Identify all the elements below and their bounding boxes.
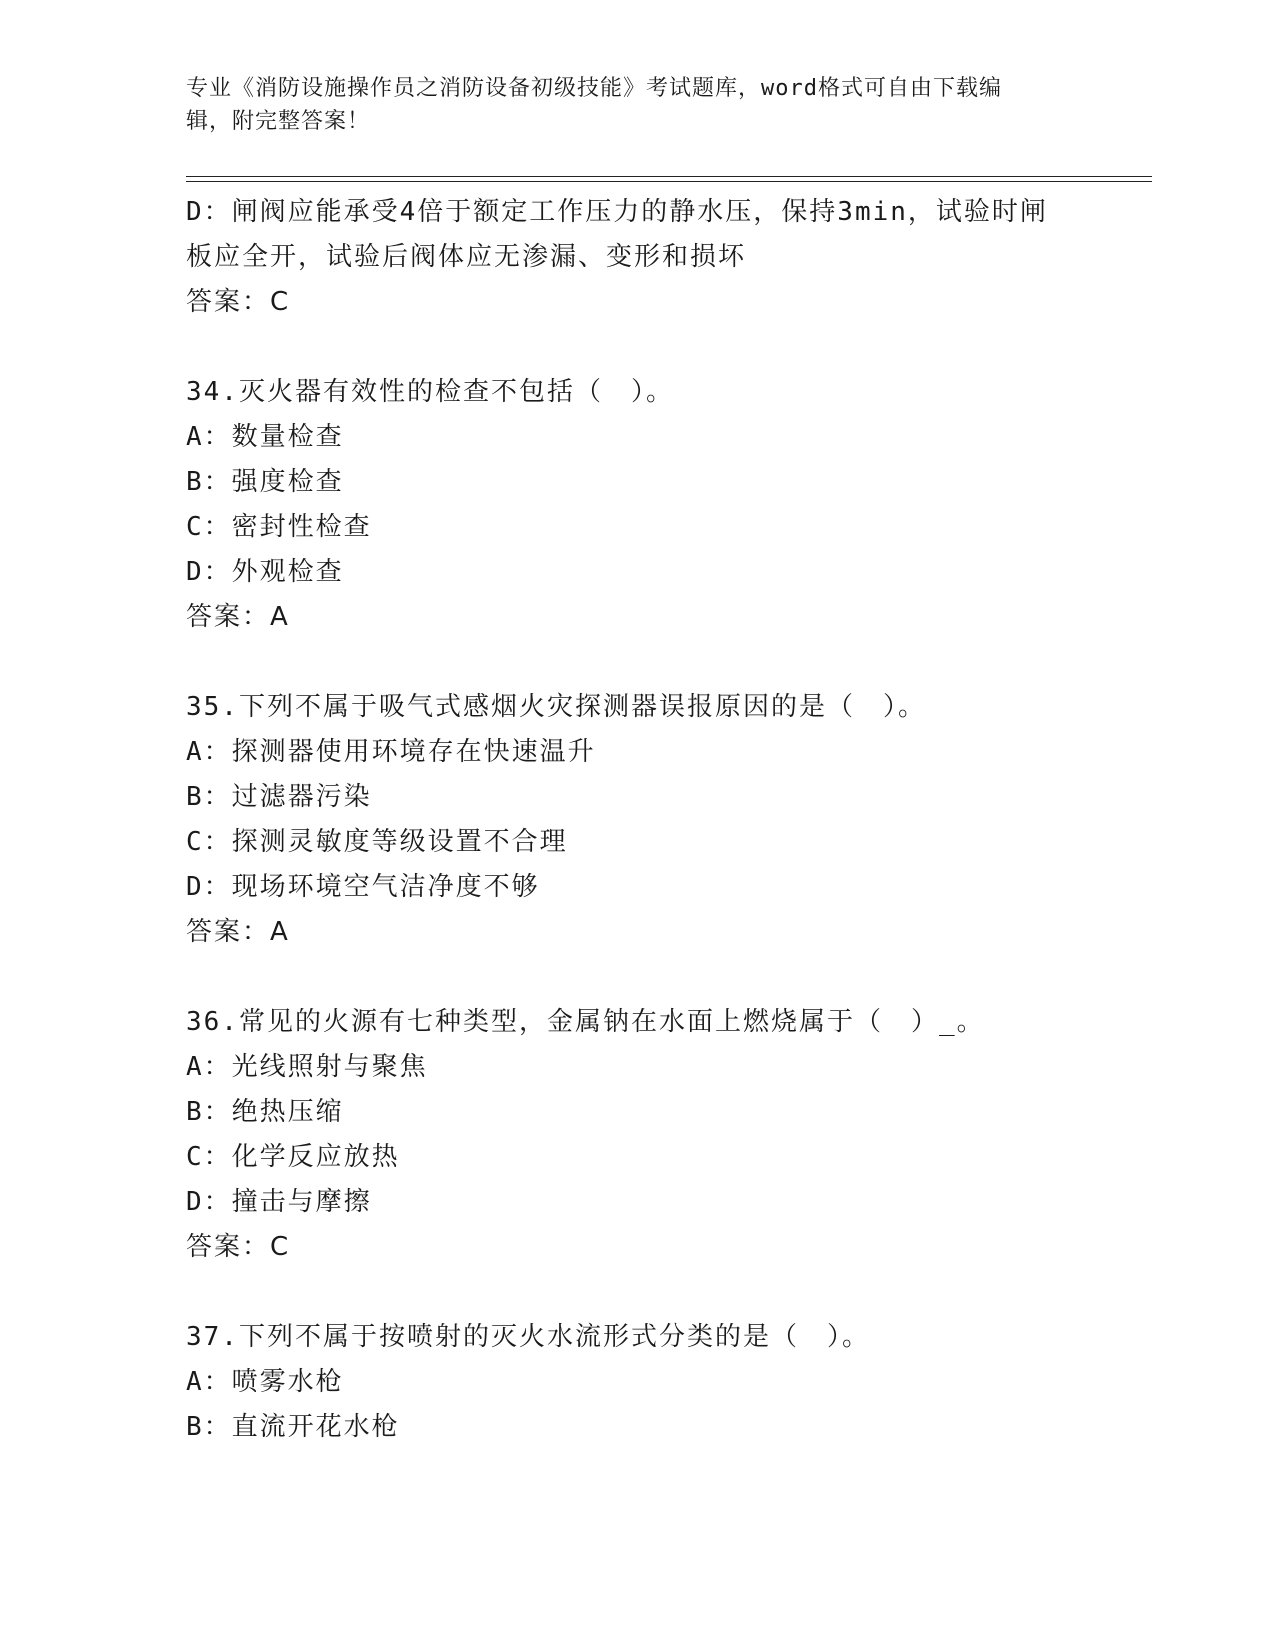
question-34 xyxy=(186,370,1086,640)
option-b: B：绝热压缩 xyxy=(186,1097,344,1127)
option-b: B：过滤器污染 xyxy=(186,782,372,812)
option-a: A：数量检查 xyxy=(186,422,344,452)
question-stem: 37.下列不属于按喷射的灭火水流形式分类的是（ ）。 xyxy=(186,1322,870,1352)
question-36 xyxy=(186,1000,1086,1270)
header-line-2: 辑，附完整答案！ xyxy=(186,109,371,134)
spacer xyxy=(186,325,1086,370)
option-c: C：探测灵敏度等级设置不合理 xyxy=(186,827,568,857)
answer-line: 答案：C xyxy=(186,287,291,317)
option-a: A：喷雾水枪 xyxy=(186,1367,344,1397)
answer-line: 答案：A xyxy=(186,602,290,632)
option-b: B：强度检查 xyxy=(186,467,344,497)
option-d-line-1: D：闸阀应能承受4倍于额定工作压力的静水压，保持3min，试验时闸 xyxy=(186,197,1048,227)
option-d: D：外观检查 xyxy=(186,557,344,587)
question-35 xyxy=(186,685,1086,955)
answer-line: 答案：A xyxy=(186,917,290,947)
question-stem: 34.灭火器有效性的检查不包括（ ）。 xyxy=(186,377,674,407)
header-line-1: 专业《消防设施操作员之消防设备初级技能》考试题库，word格式可自由下载编 xyxy=(186,76,1002,101)
option-a: A：光线照射与聚焦 xyxy=(186,1052,428,1082)
option-d-line-2: 板应全开，试验后阀体应无渗漏、变形和损坏 xyxy=(186,242,747,272)
spacer xyxy=(186,640,1086,685)
answer-line: 答案：C xyxy=(186,1232,291,1262)
question-stem: 36.常见的火源有七种类型，金属钠在水面上燃烧属于（ ）_。 xyxy=(186,1007,985,1037)
question-list xyxy=(186,190,1086,1450)
option-a: A：探测器使用环境存在快速温升 xyxy=(186,737,596,767)
spacer xyxy=(186,955,1086,1000)
question-37 xyxy=(186,1315,1086,1450)
spacer xyxy=(186,1270,1086,1315)
carry-over-question xyxy=(186,190,1086,325)
option-d: D：现场环境空气洁净度不够 xyxy=(186,872,540,902)
option-d: D：撞击与摩擦 xyxy=(186,1187,372,1217)
option-b: B：直流开花水枪 xyxy=(186,1412,400,1442)
header-divider-bottom xyxy=(186,181,1152,182)
document-header xyxy=(186,72,1066,138)
header-divider-top xyxy=(186,176,1152,177)
question-stem: 35.下列不属于吸气式感烟火灾探测器误报原因的是（ ）。 xyxy=(186,692,926,722)
option-c: C：密封性检查 xyxy=(186,512,372,542)
option-c: C：化学反应放热 xyxy=(186,1142,400,1172)
